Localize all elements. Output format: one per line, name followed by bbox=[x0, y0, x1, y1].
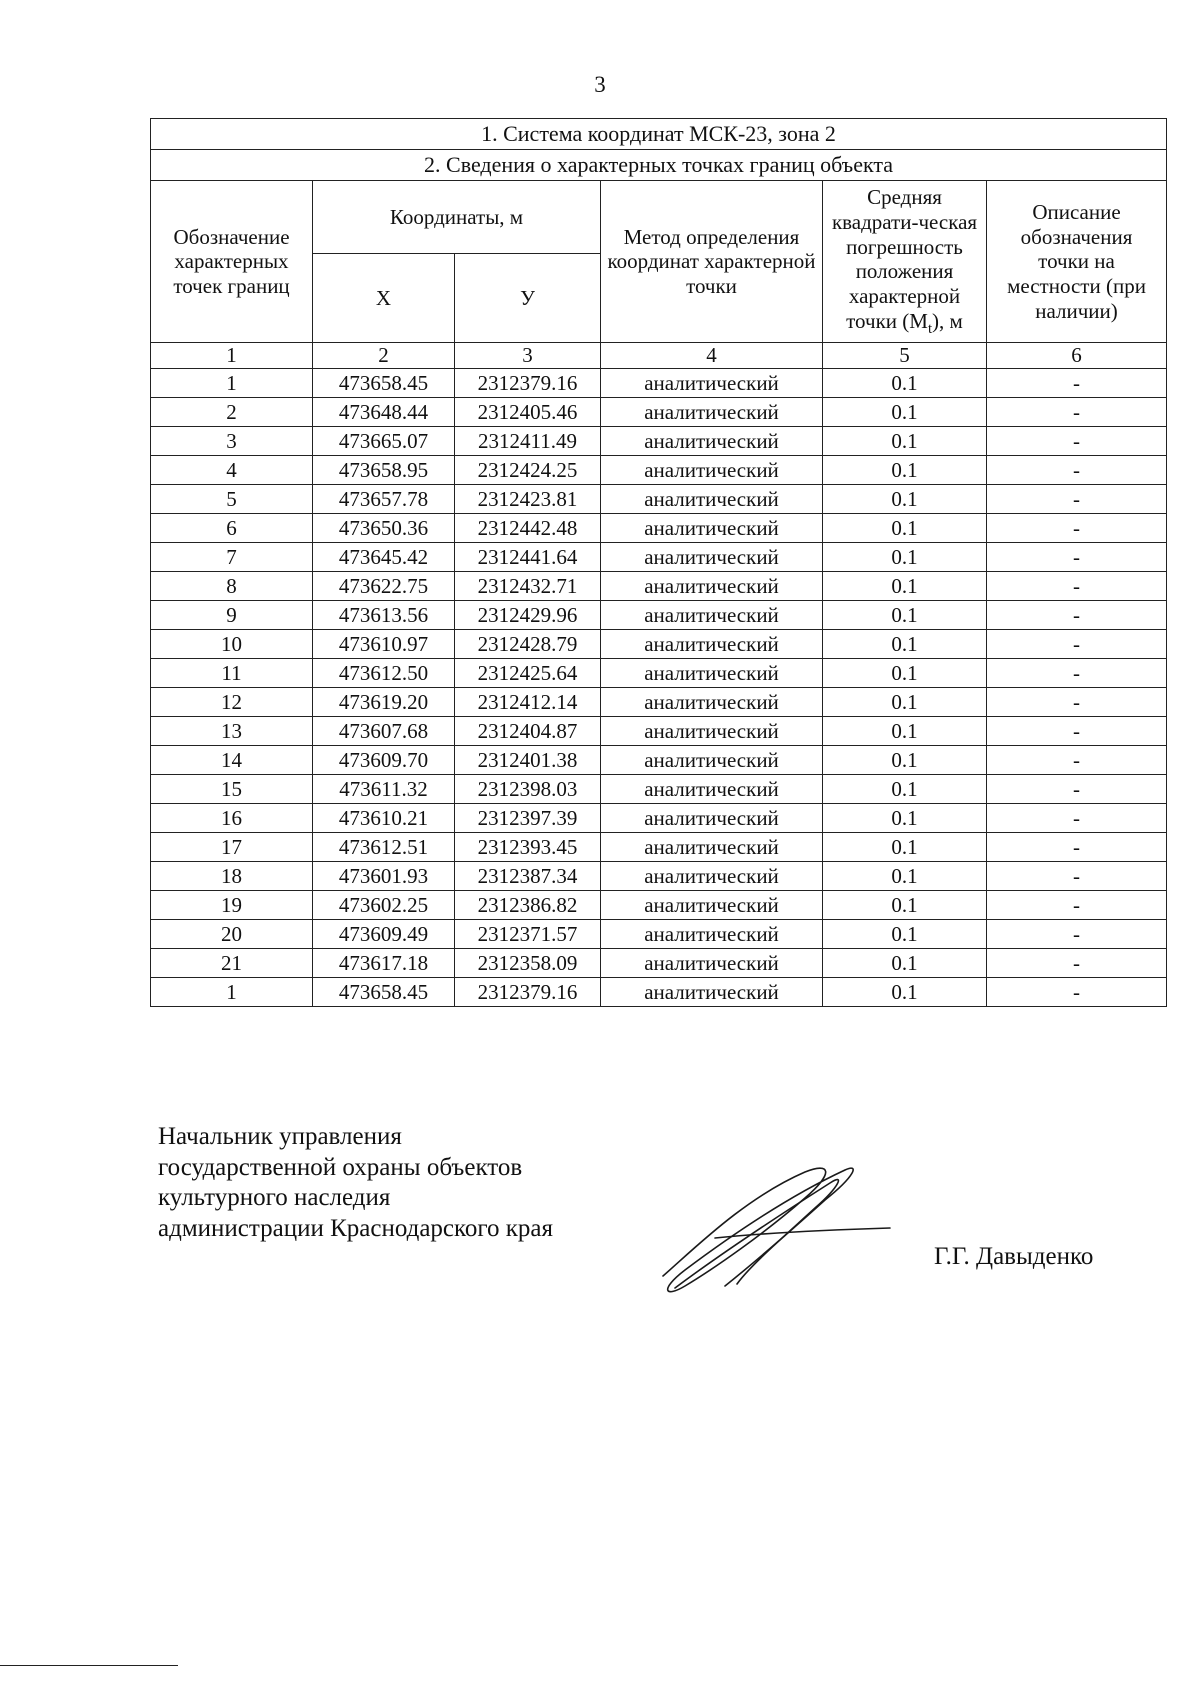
table-row bbox=[151, 833, 1167, 862]
row-error: 0.1 bbox=[823, 630, 987, 659]
row-y: 2312397.39 bbox=[455, 804, 601, 833]
row-x: 473610.97 bbox=[313, 630, 455, 659]
table-row bbox=[151, 804, 1167, 833]
column-number: 1 bbox=[151, 343, 313, 369]
row-description: - bbox=[987, 572, 1167, 601]
row-point: 8 bbox=[151, 572, 313, 601]
row-description: - bbox=[987, 369, 1167, 398]
row-description: - bbox=[987, 543, 1167, 572]
table-row bbox=[151, 949, 1167, 978]
coordinate-system-title: 1. Система координат МСК-23, зона 2 bbox=[151, 119, 1167, 150]
signatory-name: Г.Г. Давыденко bbox=[934, 1243, 1094, 1270]
row-y: 2312358.09 bbox=[455, 949, 601, 978]
row-x: 473612.51 bbox=[313, 833, 455, 862]
row-y: 2312405.46 bbox=[455, 398, 601, 427]
row-point: 4 bbox=[151, 456, 313, 485]
row-x: 473610.21 bbox=[313, 804, 455, 833]
row-point: 14 bbox=[151, 746, 313, 775]
row-method: аналитический bbox=[601, 862, 823, 891]
row-y: 2312371.57 bbox=[455, 920, 601, 949]
table-row bbox=[151, 717, 1167, 746]
row-y: 2312398.03 bbox=[455, 775, 601, 804]
row-description: - bbox=[987, 920, 1167, 949]
row-y: 2312379.16 bbox=[455, 978, 601, 1007]
table-row bbox=[151, 775, 1167, 804]
table-row bbox=[151, 572, 1167, 601]
header-x: X bbox=[313, 254, 455, 343]
position-line: администрации Краснодарского края bbox=[158, 1214, 554, 1242]
row-error: 0.1 bbox=[823, 833, 987, 862]
row-description: - bbox=[987, 456, 1167, 485]
row-point: 17 bbox=[151, 833, 313, 862]
handwritten-signature bbox=[655, 1158, 895, 1308]
row-point: 2 bbox=[151, 398, 313, 427]
header-coordinates: Координаты, м bbox=[313, 181, 601, 254]
row-method: аналитический bbox=[601, 978, 823, 1007]
table-row bbox=[151, 485, 1167, 514]
row-x: 473613.56 bbox=[313, 601, 455, 630]
row-method: аналитический bbox=[601, 485, 823, 514]
row-point: 16 bbox=[151, 804, 313, 833]
row-method: аналитический bbox=[601, 456, 823, 485]
row-error: 0.1 bbox=[823, 485, 987, 514]
row-method: аналитический bbox=[601, 920, 823, 949]
row-point: 10 bbox=[151, 630, 313, 659]
row-error: 0.1 bbox=[823, 920, 987, 949]
row-y: 2312424.25 bbox=[455, 456, 601, 485]
row-description: - bbox=[987, 427, 1167, 456]
row-error: 0.1 bbox=[823, 717, 987, 746]
row-description: - bbox=[987, 601, 1167, 630]
row-error: 0.1 bbox=[823, 398, 987, 427]
row-error: 0.1 bbox=[823, 775, 987, 804]
position-line: Начальник управления bbox=[158, 1123, 402, 1150]
row-description: - bbox=[987, 978, 1167, 1007]
row-method: аналитический bbox=[601, 746, 823, 775]
row-method: аналитический bbox=[601, 949, 823, 978]
row-description: - bbox=[987, 775, 1167, 804]
row-x: 473609.70 bbox=[313, 746, 455, 775]
row-method: аналитический bbox=[601, 804, 823, 833]
row-x: 473650.36 bbox=[313, 514, 455, 543]
table-row bbox=[151, 978, 1167, 1007]
row-error: 0.1 bbox=[823, 949, 987, 978]
footnote-divider bbox=[0, 1665, 178, 1666]
table-row bbox=[151, 862, 1167, 891]
row-point: 1 bbox=[151, 978, 313, 1007]
row-description: - bbox=[987, 398, 1167, 427]
header-description: Описание обозначения точки на местности (при наличии) bbox=[987, 181, 1167, 343]
position-line: культурного наследия bbox=[158, 1184, 391, 1211]
row-method: аналитический bbox=[601, 572, 823, 601]
row-y: 2312387.34 bbox=[455, 862, 601, 891]
row-x: 473658.95 bbox=[313, 456, 455, 485]
row-y: 2312404.87 bbox=[455, 717, 601, 746]
row-point: 9 bbox=[151, 601, 313, 630]
row-point: 1 bbox=[151, 369, 313, 398]
row-x: 473619.20 bbox=[313, 688, 455, 717]
row-error: 0.1 bbox=[823, 572, 987, 601]
row-x: 473612.50 bbox=[313, 659, 455, 688]
table-row bbox=[151, 456, 1167, 485]
position-line: государственной охраны объектов bbox=[158, 1153, 523, 1181]
row-point: 6 bbox=[151, 514, 313, 543]
table-row bbox=[151, 601, 1167, 630]
row-error: 0.1 bbox=[823, 978, 987, 1007]
table-row bbox=[151, 891, 1167, 920]
row-y: 2312425.64 bbox=[455, 659, 601, 688]
row-x: 473658.45 bbox=[313, 978, 455, 1007]
row-description: - bbox=[987, 804, 1167, 833]
row-x: 473622.75 bbox=[313, 572, 455, 601]
row-point: 20 bbox=[151, 920, 313, 949]
column-number: 2 bbox=[313, 343, 455, 369]
header-method: Метод определения координат характерной точки bbox=[601, 181, 823, 343]
column-number: 5 bbox=[823, 343, 987, 369]
row-point: 19 bbox=[151, 891, 313, 920]
row-point: 3 bbox=[151, 427, 313, 456]
row-point: 15 bbox=[151, 775, 313, 804]
header-error: Средняя квадрати-ческая погрешность положения характерной точки $(M_t)$, м bbox=[823, 181, 987, 343]
row-description: - bbox=[987, 891, 1167, 920]
row-point: 21 bbox=[151, 949, 313, 978]
table-row bbox=[151, 746, 1167, 775]
row-method: аналитический bbox=[601, 833, 823, 862]
row-error: 0.1 bbox=[823, 369, 987, 398]
boundary-points-title: 2. Сведения о характерных точках границ объекта bbox=[151, 150, 1167, 181]
row-method: аналитический bbox=[601, 659, 823, 688]
row-error: 0.1 bbox=[823, 601, 987, 630]
row-x: 473648.44 bbox=[313, 398, 455, 427]
row-method: аналитический bbox=[601, 398, 823, 427]
row-method: аналитический bbox=[601, 688, 823, 717]
row-method: аналитический bbox=[601, 891, 823, 920]
row-description: - bbox=[987, 717, 1167, 746]
column-number: 4 bbox=[601, 343, 823, 369]
row-description: - bbox=[987, 659, 1167, 688]
row-error: 0.1 bbox=[823, 659, 987, 688]
row-description: - bbox=[987, 862, 1167, 891]
row-method: аналитический bbox=[601, 514, 823, 543]
row-description: - bbox=[987, 514, 1167, 543]
column-number: 3 bbox=[455, 343, 601, 369]
row-point: 13 bbox=[151, 717, 313, 746]
row-error: 0.1 bbox=[823, 862, 987, 891]
row-y: 2312386.82 bbox=[455, 891, 601, 920]
row-description: - bbox=[987, 949, 1167, 978]
row-y: 2312441.64 bbox=[455, 543, 601, 572]
row-y: 2312412.14 bbox=[455, 688, 601, 717]
row-x: 473602.25 bbox=[313, 891, 455, 920]
table-row bbox=[151, 543, 1167, 572]
row-x: 473607.68 bbox=[313, 717, 455, 746]
table-row bbox=[151, 514, 1167, 543]
row-method: аналитический bbox=[601, 717, 823, 746]
row-method: аналитический bbox=[601, 427, 823, 456]
row-y: 2312442.48 bbox=[455, 514, 601, 543]
row-method: аналитический bbox=[601, 601, 823, 630]
row-point: 12 bbox=[151, 688, 313, 717]
row-x: 473657.78 bbox=[313, 485, 455, 514]
row-x: 473601.93 bbox=[313, 862, 455, 891]
row-description: - bbox=[987, 630, 1167, 659]
table-row bbox=[151, 398, 1167, 427]
row-y: 2312393.45 bbox=[455, 833, 601, 862]
row-point: 7 bbox=[151, 543, 313, 572]
row-error: 0.1 bbox=[823, 688, 987, 717]
row-description: - bbox=[987, 688, 1167, 717]
row-x: 473658.45 bbox=[313, 369, 455, 398]
table-row bbox=[151, 427, 1167, 456]
row-error: 0.1 bbox=[823, 891, 987, 920]
row-x: 473617.18 bbox=[313, 949, 455, 978]
row-x: 473609.49 bbox=[313, 920, 455, 949]
row-x: 473645.42 bbox=[313, 543, 455, 572]
row-x: 473665.07 bbox=[313, 427, 455, 456]
row-description: - bbox=[987, 485, 1167, 514]
row-description: - bbox=[987, 833, 1167, 862]
row-method: аналитический bbox=[601, 543, 823, 572]
row-error: 0.1 bbox=[823, 804, 987, 833]
row-y: 2312432.71 bbox=[455, 572, 601, 601]
row-y: 2312379.16 bbox=[455, 369, 601, 398]
row-method: аналитический bbox=[601, 369, 823, 398]
table-body bbox=[151, 369, 1167, 1007]
page-number: 3 bbox=[594, 72, 606, 97]
row-description: - bbox=[987, 746, 1167, 775]
header-designation: Обозначение характерных точек границ bbox=[151, 181, 313, 343]
row-y: 2312401.38 bbox=[455, 746, 601, 775]
table-row bbox=[151, 920, 1167, 949]
row-error: 0.1 bbox=[823, 746, 987, 775]
row-point: 11 bbox=[151, 659, 313, 688]
table-row bbox=[151, 688, 1167, 717]
row-y: 2312423.81 bbox=[455, 485, 601, 514]
row-method: аналитический bbox=[601, 630, 823, 659]
row-error: 0.1 bbox=[823, 514, 987, 543]
row-y: 2312411.49 bbox=[455, 427, 601, 456]
table-row bbox=[151, 369, 1167, 398]
row-y: 2312428.79 bbox=[455, 630, 601, 659]
column-number: 6 bbox=[987, 343, 1167, 369]
row-point: 18 bbox=[151, 862, 313, 891]
row-point: 5 bbox=[151, 485, 313, 514]
table-row bbox=[151, 659, 1167, 688]
row-y: 2312429.96 bbox=[455, 601, 601, 630]
row-method: аналитический bbox=[601, 775, 823, 804]
signatory-position bbox=[158, 1122, 553, 1244]
row-x: 473611.32 bbox=[313, 775, 455, 804]
row-error: 0.1 bbox=[823, 427, 987, 456]
header-y: У bbox=[455, 254, 601, 343]
row-error: 0.1 bbox=[823, 456, 987, 485]
table-row bbox=[151, 630, 1167, 659]
coordinates-table bbox=[150, 118, 1167, 1007]
row-error: 0.1 bbox=[823, 543, 987, 572]
